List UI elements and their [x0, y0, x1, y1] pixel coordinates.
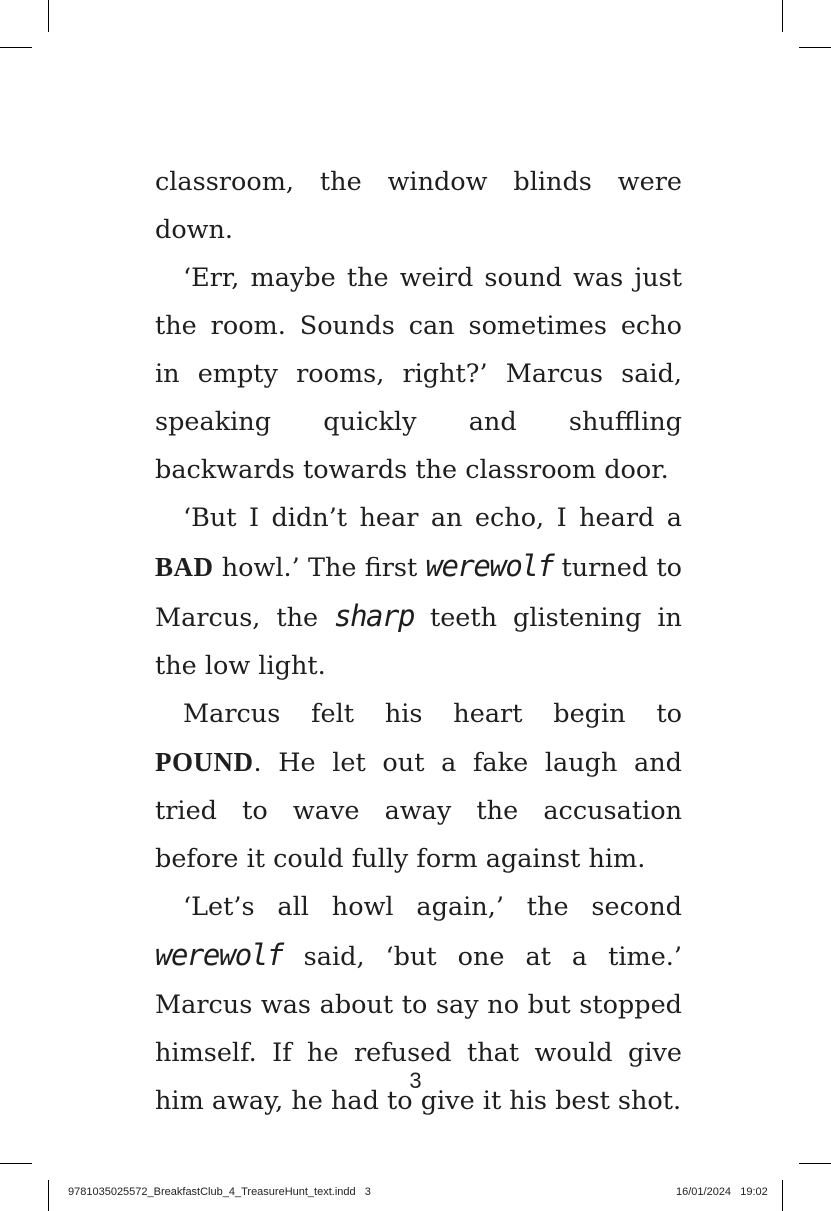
paragraph: [155, 254, 682, 494]
emphasis-handwritten: sharp: [334, 599, 414, 633]
body-text: [155, 158, 682, 1125]
slug-filename: 9781035025572_BreakfastClub_4_TreasureHunt_text.indd 3: [68, 1186, 371, 1198]
paragraph: [155, 158, 682, 254]
text-run: classroom, the window blinds were down.: [155, 167, 682, 245]
emphasis-bold: BAD: [155, 552, 214, 582]
text-run: ‘Let’s all howl again,’ the second: [183, 892, 682, 922]
crop-mark: [799, 1163, 831, 1164]
text-run: howl.’ The first: [213, 553, 426, 583]
crop-mark: [48, 0, 49, 32]
emphasis-handwritten: werewolf: [425, 549, 554, 583]
paragraph: [155, 690, 682, 883]
text-run: Marcus felt his heart begin to: [183, 699, 682, 729]
text-run: teeth glistening in the low light.: [155, 603, 682, 681]
crop-mark: [782, 0, 783, 32]
emphasis-bold: POUND: [155, 747, 254, 777]
slug-datetime: 16/01/2024 19:02: [676, 1186, 768, 1198]
text-run: . He let out a fake laugh and tried to wave away the accusation before it could fully form against him.: [155, 748, 682, 874]
text-run: ‘But I didn’t hear an echo, I heard a: [183, 503, 682, 533]
crop-mark: [48, 1180, 49, 1211]
text-run: turned to Marcus, the: [155, 553, 682, 633]
text-run: said, ‘but one at a time.’ Marcus was about to say no but stopped himself. If he refused that would give him away, he had to give it his best shot.: [155, 942, 682, 1116]
text-run: ‘Err, maybe the weird sound was just the room. Sounds can sometimes echo in empty rooms, right?’ Marcus said, speaking quickly and shuffling backwards towards the classroom door.: [155, 263, 682, 485]
crop-mark: [0, 47, 32, 48]
page-number: 3: [409, 1068, 422, 1093]
paragraph: [155, 494, 682, 690]
emphasis-handwritten: werewolf: [155, 938, 283, 972]
crop-mark: [0, 1163, 32, 1164]
crop-mark: [782, 1180, 783, 1211]
crop-mark: [799, 47, 831, 48]
